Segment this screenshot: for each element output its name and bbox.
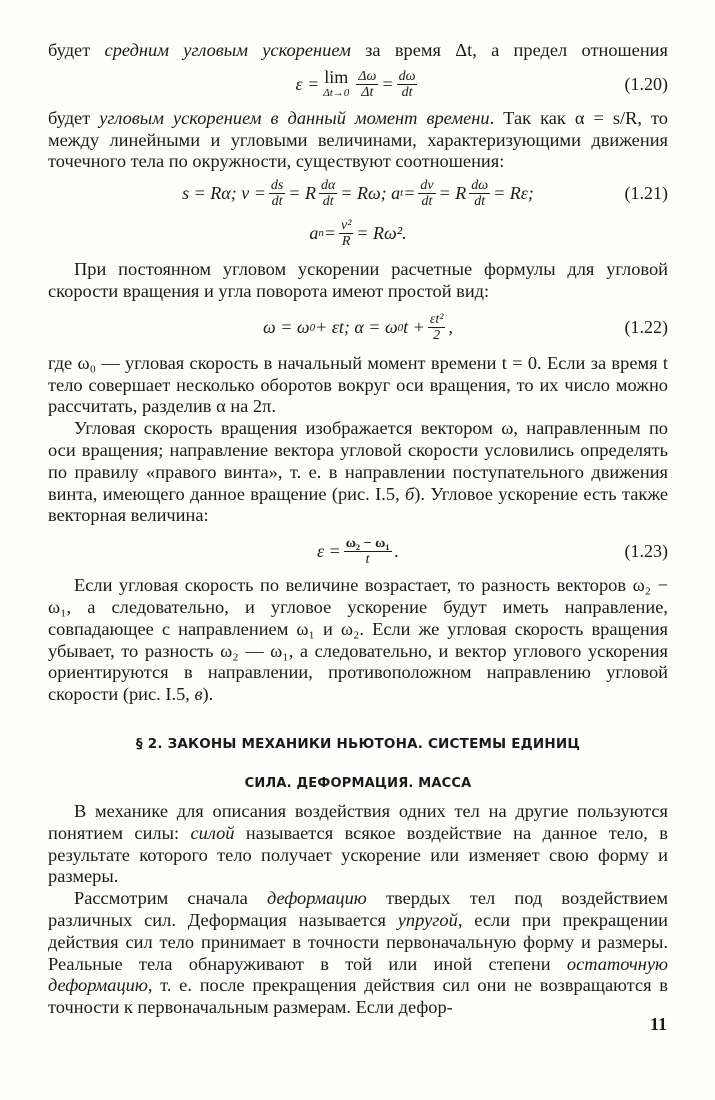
page-content <box>48 40 668 1019</box>
equation-1-21: s = Rα; v = $\frac{ds}{dt}$ = R $\frac{d\alpha}{dt}$ = Rω; a t = $\frac{dv}{dt}$ = R $\frac{d\omega}{dt}$ = Rε; (1.21) <box>182 177 668 209</box>
paragraph-angular-acceleration: будет угловым ускорением в данный момент времени. Так как α = s/R, то между линейными и угловыми величинами, характеризующими движения точечного тела по окружности, существуют соотношения: <box>48 107 668 172</box>
equation-number: (1.21) <box>624 182 668 203</box>
page-number: 11 <box>649 1014 667 1034</box>
subsection-title: СИЛА. ДЕФОРМАЦИЯ. МАССА <box>244 775 472 791</box>
paragraph-angular-velocity-vector: Угловая скорость вращения изображается вектором ω, направленным по оси вращения; направление вектора угловой скорости условились определять по правилу «правого винта», т. е. в направлении поступательного движения винта, имеющего данное вращение (рис. I.5, б). Угловое ускорение есть также векторная величина: <box>48 418 668 526</box>
equation-1-23: ε = $\frac{\text{ω₂ − ω₁}}{t}$ . (1.23) <box>316 535 668 567</box>
paragraph-deformation: Рассмотрим сначала деформацию твердых тел под воздействием различных сил. Деформация называется упругой, если при прекращении действия сил тело принимает в точности первоначальную форму и размеры. Реальные тела обнаруживают в той или иной степени остаточную деформацию, т. е. после прекращения действия сил они не возвращаются в точности к первоначальным размерам. Если дефор- <box>48 888 668 1018</box>
equation-1-20: ε = lim Δt→0 $\frac{\Delta\omega}{\Delta t}$ = $\frac{d\omega}{dt}$ (1.20) <box>295 66 668 101</box>
equation-number: (1.20) <box>624 74 668 95</box>
equation-1-21-second-line: a n = $\frac{\text{v²}}{R}$ = Rω². <box>309 217 407 249</box>
equation-1-22: ω = ω 0 + εt; α = ω 0 t + $\frac{\text{εt²}}{2}$ , (1.22) <box>263 312 668 344</box>
section-title: § 2. ЗАКОНЫ МЕХАНИКИ НЬЮТОНА. СИСТЕМЫ ЕДИНИЦ <box>135 735 581 752</box>
paragraph-force: В механике для описания воздействия одних тел на другие пользуются понятием силы: силой называется всякое воздействие на данное тело, в результате которого тело получает ускорение или изменяет свою форму и размеры. <box>48 800 668 887</box>
paragraph-constant-acceleration: При постоянном угловом ускорении расчетные формулы для угловой скорости вращения и угла поворота имеют простой вид: <box>48 259 668 301</box>
paragraph-intro: будет средним угловым ускорением за время Δt, а предел отношения <box>48 40 668 60</box>
equation-number: (1.23) <box>624 540 668 561</box>
equation-number: (1.22) <box>624 317 668 338</box>
paragraph-vector-difference: Если угловая скорость по величине возрастает, то разность векторов ω₂ − ω₁, а следовательно, и угловое ускорение будут иметь направление, совпадающее с направлением ω₁ и ω₂. Если же угловая скорость вращения убывает, то разность ω₂ — ω₁, а следовательно, и вектор углового ускорения ориентируются в направлении, противоположном направлению угловой скорости (рис. I.5, в). <box>48 575 668 705</box>
paragraph-omega-zero: где ω₀ — угловая скорость в начальный момент времени t = 0. Если за время t тело совершает несколько оборотов вокруг оси вращения, то их число можно рассчитать, разделив α на 2π. <box>48 352 668 417</box>
